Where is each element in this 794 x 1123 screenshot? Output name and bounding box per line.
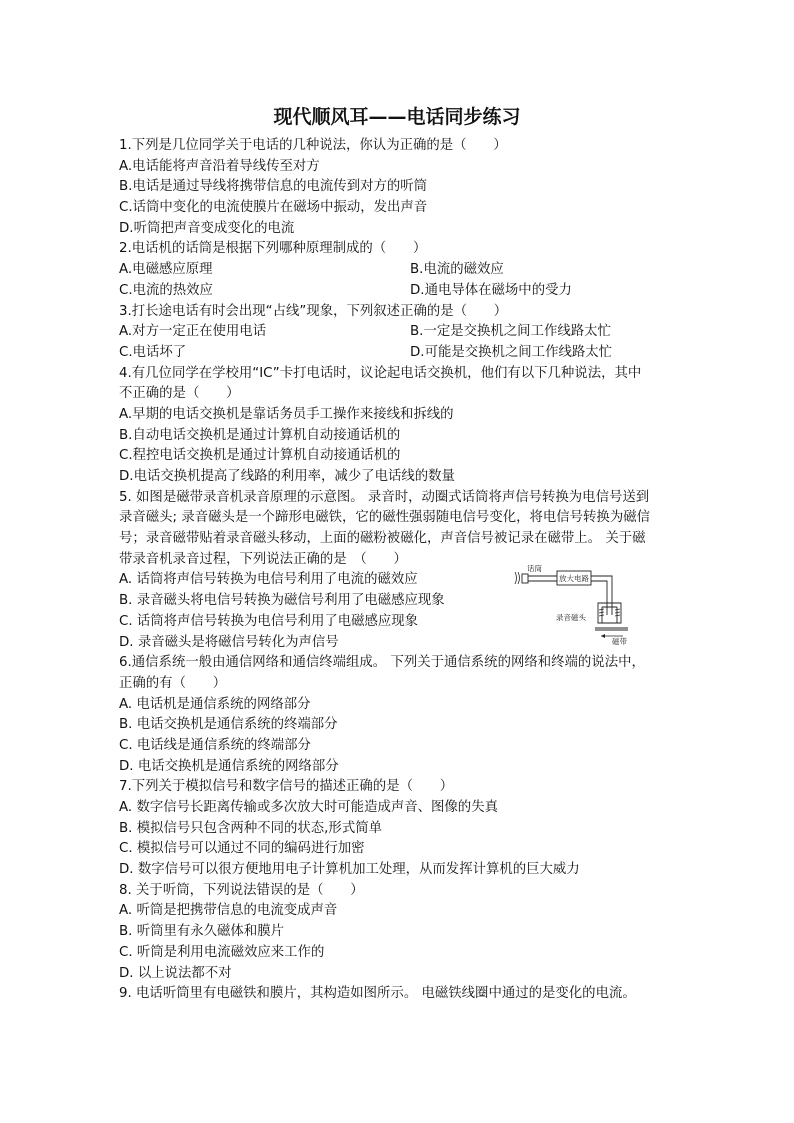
q1-option-b: B.电话是通过导线将携带信息的电流传到对方的听筒 xyxy=(119,179,428,195)
q5-stem-line-2: 录音磁头; 录音磁头是一个蹄形电磁铁，它的磁性强弱随电信号变化，将电信号转换为磁信 xyxy=(119,510,650,526)
q7-stem: 7.下列关于模拟信号和数字信号的描述正确的是（ ） xyxy=(119,779,454,795)
q1-option-a: A.电话能将声音沿着导线传至对方 xyxy=(119,158,320,174)
q4-option-a: A.早期的电话交换机是靠话务员手工操作来接线和拆线的 xyxy=(119,406,454,422)
recording-head xyxy=(598,603,621,623)
q4-stem-line-1: 4.有几位同学在学校用“IC”卡打电话时，议论起电话交换机，他们有以下几种说法，其中 xyxy=(119,365,642,381)
q5-option-b: B. 录音磁头将电信号转换为磁信号利用了电磁感应现象 xyxy=(119,593,445,609)
microphone-icon xyxy=(522,574,528,583)
q8-option-d: D. 以上说法都不对 xyxy=(119,965,232,981)
q7-option-c: C. 模拟信号可以通过不同的编码进行加密 xyxy=(119,841,365,857)
q2-option-c: C.电流的热效应 xyxy=(119,282,213,298)
tape-label: 磁带 xyxy=(612,637,627,645)
q2-option-d: D.通电导体在磁场中的受力 xyxy=(410,282,572,298)
q8-option-a: A. 听筒是把携带信息的电流变成声音 xyxy=(119,903,338,919)
q2-option-a: A.电磁感应原理 xyxy=(119,262,213,278)
q9-stem: 9. 电话听筒里有电磁铁和膜片，其构造如图所示。 电磁铁线圈中通过的是变化的电流。 xyxy=(119,986,636,1002)
q8-option-c: C. 听筒是利用电流磁效应来工作的 xyxy=(119,944,325,960)
q5-stem-line-1: 5. 如图是磁带录音机录音原理的示意图。 录音时，动圈式话筒将声信号转换为电信号送到 xyxy=(119,489,650,505)
q2-options-row-1 xyxy=(119,260,679,281)
q7-option-a: A. 数字信号长距离传输或多次放大时可能造成声音、图像的失真 xyxy=(119,800,498,815)
q5-stem-line-4: 带录音机录音过程，下列说法正确的是 （ ） xyxy=(119,551,407,567)
q6-stem-line-2: 正确的有（ ） xyxy=(119,675,227,691)
q4-option-d: D.电话交换机提高了线路的利用率，减少了电话线的数量 xyxy=(119,469,455,484)
sound-wave-icon xyxy=(515,572,517,584)
q8-option-b: B. 听筒里有永久磁体和膜片 xyxy=(119,924,284,940)
q5-recorder-diagram xyxy=(513,565,643,645)
head-label: 录音磁头 xyxy=(556,613,586,622)
q3-options-row-1 xyxy=(119,322,679,343)
amp-label: 放大电路 xyxy=(559,574,589,583)
page-title: 现代顺风耳——电话同步练习 xyxy=(273,106,521,128)
q5-stem-line-3: 号；录音磁带贴着录音磁头移动，上面的磁粉被磁化，声音信号被记录在磁带上。 关于磁 xyxy=(119,531,646,547)
q5-option-c: C. 话筒将声信号转换为电信号利用了电磁感应现象 xyxy=(119,613,419,629)
q4-option-b: B.自动电话交换机是通过计算机自动接通话机的 xyxy=(119,427,401,443)
q5-option-a: A. 话筒将声信号转换为电信号利用了电流的磁效应 xyxy=(119,572,418,588)
q6-option-c: C. 电话线是通信系统的终端部分 xyxy=(119,737,311,753)
q6-option-d: D. 电话交换机是通信系统的网络部分 xyxy=(119,758,339,774)
q3-options-row-2 xyxy=(119,343,679,364)
q2-options-row-2 xyxy=(119,281,679,302)
q2-option-b: B.电流的磁效应 xyxy=(410,262,504,278)
q1-option-c: C.话筒中变化的电流使膜片在磁场中振动，发出声音 xyxy=(119,200,428,216)
q4-stem-line-2: 不正确的是（ ） xyxy=(119,386,240,402)
q7-option-d: D. 数字信号可以很方便地用电子计算机加工处理，从而发挥计算机的巨大威力 xyxy=(119,862,580,878)
q6-stem-line-1: 6.通信系统一般由通信网络和通信终端组成。 下列关于通信系统的网络和终端的说法中， xyxy=(119,655,645,671)
q3-stem: 3.打长途电话有时会出现“占线”现象，下列叙述正确的是（ ） xyxy=(119,303,508,319)
q6-option-a: A. 电话机是通信系统的网络部分 xyxy=(119,696,311,712)
q3-option-b: B.一定是交换机之间工作线路太忙 xyxy=(410,324,611,340)
q1-stem: 1.下列是几位同学关于电话的几种说法，你认为正确的是（ ） xyxy=(119,138,507,153)
q4-option-c: C.程控电话交换机是通过计算机自动接通话机的 xyxy=(119,448,401,464)
mic-label: 话筒 xyxy=(527,565,542,573)
q3-option-c: C.电话坏了 xyxy=(119,344,187,360)
q5-option-d: D. 录音磁头是将磁信号转化为声信号 xyxy=(119,634,339,650)
q6-option-b: B. 电话交换机是通信系统的终端部分 xyxy=(119,717,338,733)
q2-stem: 2.电话机的话筒是根据下列哪种原理制成的（ ） xyxy=(119,241,427,257)
q3-option-a: A.对方一定正在使用电话 xyxy=(119,324,267,340)
q7-option-b: B. 模拟信号只包含两种不同的状态,形式简单 xyxy=(119,820,382,836)
sound-wave-icon xyxy=(518,572,520,584)
q1-option-d: D.听筒把声音变成变化的电流 xyxy=(119,220,295,236)
q3-option-d: D.可能是交换机之间工作线路太忙 xyxy=(410,344,613,360)
q8-stem: 8. 关于听筒，下列说法错误的是（ ） xyxy=(119,882,364,898)
